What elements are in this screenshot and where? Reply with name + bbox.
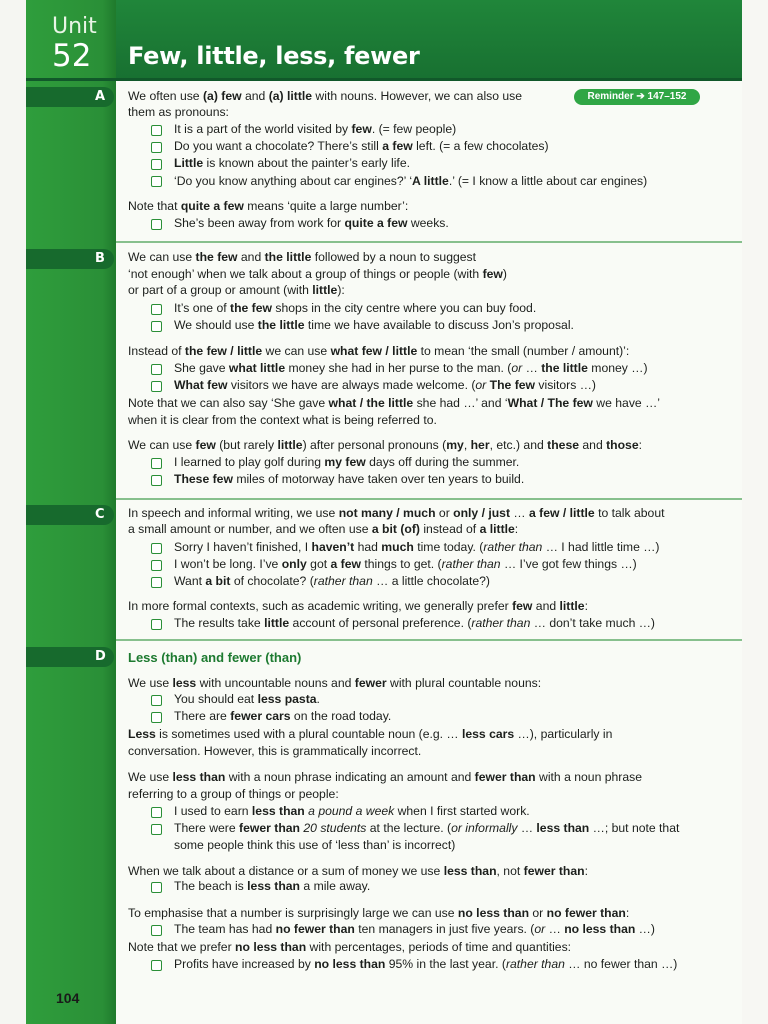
page-right-edge [742, 0, 768, 1024]
checkbox[interactable] [151, 381, 162, 392]
section-letter-a: A [95, 89, 106, 104]
section-letter-c: C [95, 507, 105, 522]
example-line: What few visitors we have are always made welcome. (or The few visitors …) [174, 378, 596, 392]
checkbox[interactable] [151, 125, 162, 136]
checkbox[interactable] [151, 219, 162, 230]
example-line: The beach is less than a mile away. [174, 879, 371, 893]
example-line: We should use the little time we have available to discuss Jon’s proposal. [174, 318, 574, 332]
page-title: Few, little, less, fewer [128, 42, 420, 70]
example-line: Profits have increased by no less than 95% in the last year. (rather than … no fewer than …) [174, 957, 678, 971]
section-letter-b: B [95, 251, 105, 266]
text-line: Note that we can also say ‘She gave what / the little she had …’ and ‘What / The few we have …’ [128, 396, 660, 410]
example-line: I won’t be long. I’ve only got a few things to get. (rather than … I’ve got few things …) [174, 557, 637, 571]
page-number: 104 [56, 990, 80, 1006]
page-left-margin [0, 0, 26, 1024]
checkbox[interactable] [151, 960, 162, 971]
checkbox[interactable] [151, 925, 162, 936]
text-line: or part of a group or amount (with little): [128, 283, 345, 297]
text-line: referring to a group of things or people: [128, 787, 339, 801]
unit-number: 52 [52, 38, 92, 74]
text-line: We can use the few and the little followed by a noun to suggest [128, 250, 477, 264]
text-line: ‘not enough’ when we talk about a group of things or people (with few) [128, 267, 507, 281]
header-underline [26, 78, 742, 81]
checkbox[interactable] [151, 543, 162, 554]
text-line: We can use few (but rarely little) after personal pronouns (my, her, etc.) and these and those: [128, 438, 643, 452]
example-line: There were fewer than 20 students at the lecture. (or informally … less than …; but note that [174, 821, 680, 835]
example-line: She gave what little money she had in her purse to the man. (or … the little money …) [174, 361, 648, 375]
example-line: Sorry I haven’t finished, I haven’t had much time today. (rather than … I had little time …) [174, 540, 660, 554]
reminder-link[interactable]: Reminder ➔ 147–152 [574, 89, 700, 105]
text-line: In speech and informal writing, we use not many / much or only / just … a few / little to talk about [128, 506, 665, 520]
example-line: She’s been away from work for quite a few weeks. [174, 216, 449, 230]
text-line: Instead of the few / little we can use what few / little to mean ‘the small (number / amount)’: [128, 344, 630, 358]
example-line: It is a part of the world visited by few. (= few people) [174, 122, 457, 136]
section-letter-d: D [95, 649, 106, 664]
text-line: We often use (a) few and (a) little with nouns. However, we can also use [128, 89, 523, 103]
text-line: Note that we prefer no less than with percentages, periods of time and quantities: [128, 940, 572, 954]
text-line: Note that quite a few means ‘quite a large number’: [128, 199, 409, 213]
checkbox[interactable] [151, 712, 162, 723]
checkbox[interactable] [151, 619, 162, 630]
text-line: We use less with uncountable nouns and fewer with plural countable nouns: [128, 676, 542, 690]
text-line: when it is clear from the context what is being referred to. [128, 413, 437, 427]
checkbox[interactable] [151, 560, 162, 571]
checkbox[interactable] [151, 458, 162, 469]
example-line: There are fewer cars on the road today. [174, 709, 392, 723]
checkbox[interactable] [151, 824, 162, 835]
example-line: Want a bit of chocolate? (rather than … a little chocolate?) [174, 574, 490, 588]
section-divider [116, 639, 742, 641]
section-divider [116, 241, 742, 243]
text-line: conversation. However, this is grammatically incorrect. [128, 744, 422, 758]
example-line: The team has had no fewer than ten managers in just five years. (or … no less than …) [174, 922, 655, 936]
checkbox[interactable] [151, 807, 162, 818]
checkbox[interactable] [151, 304, 162, 315]
checkbox[interactable] [151, 142, 162, 153]
text-line: a small amount or number, and we often use a bit (of) instead of a little: [128, 522, 519, 536]
text-line: To emphasise that a number is surprisingly large we can use no less than or no fewer than: [128, 906, 630, 920]
text-line: When we talk about a distance or a sum of money we use less than, not fewer than: [128, 864, 588, 878]
section-divider [116, 498, 742, 500]
text-line: Less is sometimes used with a plural countable noun (e.g. … less cars …), particularly in [128, 727, 613, 741]
checkbox[interactable] [151, 695, 162, 706]
unit-label: Unit [52, 14, 97, 39]
example-line: Do you want a chocolate? There’s still a few left. (= a few chocolates) [174, 139, 549, 153]
section-d-heading: Less (than) and fewer (than) [128, 650, 302, 665]
example-line: I learned to play golf during my few days off during the summer. [174, 455, 520, 469]
example-line: You should eat less pasta. [174, 692, 320, 706]
checkbox[interactable] [151, 321, 162, 332]
example-line: ‘Do you know anything about car engines?’ ‘A little.’ (= I know a little about car engines) [174, 174, 648, 188]
example-line: some people think this use of ‘less than’ is incorrect) [174, 838, 456, 852]
example-line: These few miles of motorway have taken over ten years to build. [174, 472, 525, 486]
example-line: The results take little account of personal preference. (rather than … don’t take much …) [174, 616, 655, 630]
example-line: It’s one of the few shops in the city centre where you can buy food. [174, 301, 537, 315]
text-line: them as pronouns: [128, 105, 229, 119]
checkbox[interactable] [151, 159, 162, 170]
checkbox[interactable] [151, 364, 162, 375]
checkbox[interactable] [151, 176, 162, 187]
text-line: We use less than with a noun phrase indicating an amount and fewer than with a noun phrase [128, 770, 642, 784]
example-line: I used to earn less than a pound a week when I first started work. [174, 804, 530, 818]
example-line: Little is known about the painter’s early life. [174, 156, 410, 170]
checkbox[interactable] [151, 577, 162, 588]
checkbox[interactable] [151, 475, 162, 486]
checkbox[interactable] [151, 882, 162, 893]
text-line: In more formal contexts, such as academic writing, we generally prefer few and little: [128, 599, 588, 613]
